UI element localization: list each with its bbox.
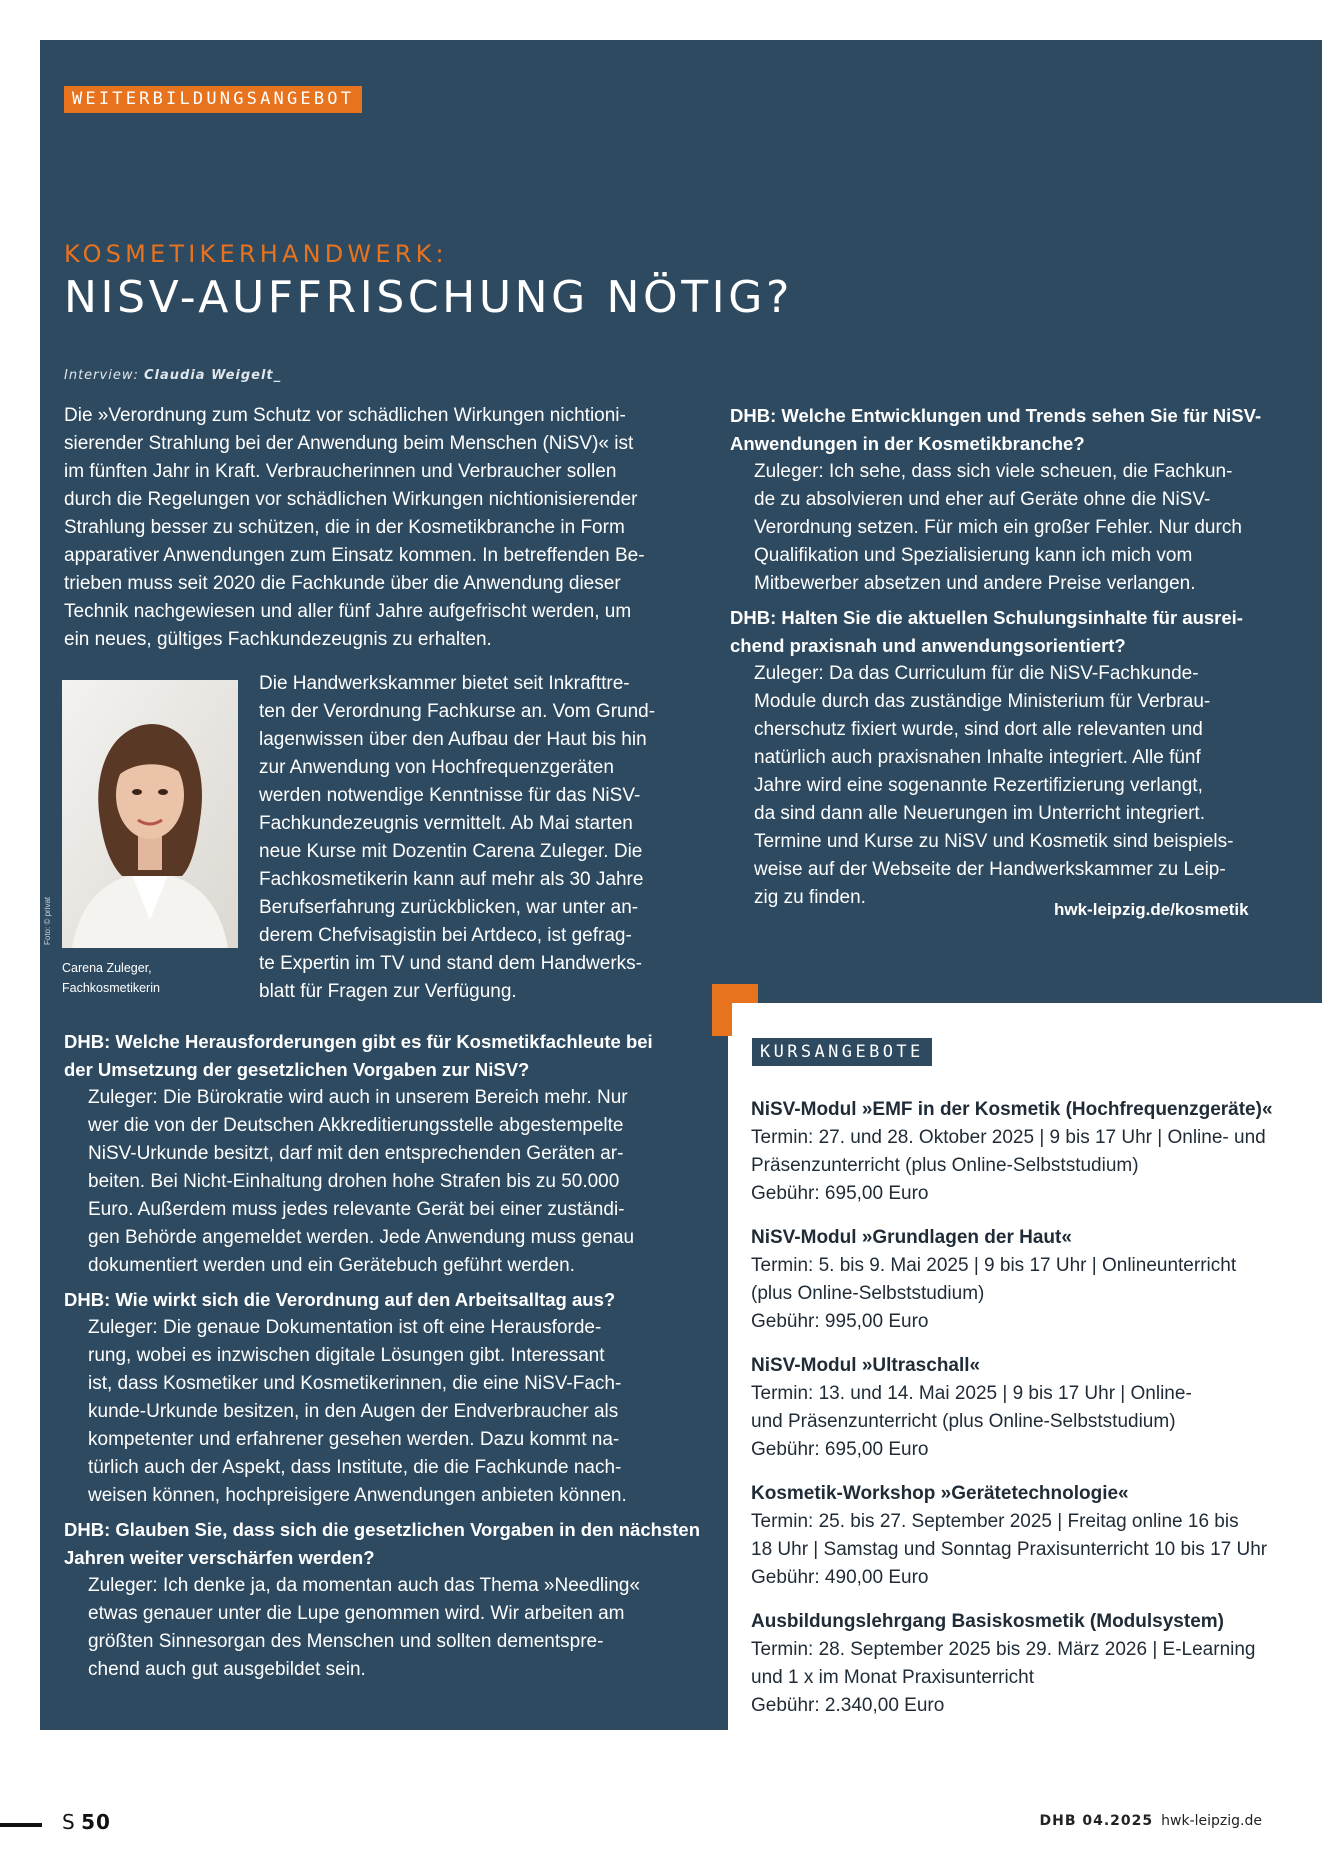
course-detail-line: (plus Online-Selbststudium) <box>751 1283 985 1304</box>
text-line: apparativer Anwendungen zum Einsatz kommen. In betreffenden Be- <box>64 545 645 566</box>
qa-block <box>730 604 1261 912</box>
portrait-photo <box>62 680 238 948</box>
answer-line: Termine und Kurse zu NiSV und Kosmetik sind beispiels- <box>754 831 1234 852</box>
question-line: DHB: Halten Sie die aktuellen Schulungsinhalte für ausrei- <box>730 607 1243 628</box>
answer-line: weisen können, hochpreisigere Anwendungen anbieten können. <box>88 1485 627 1506</box>
article-kicker: KOSMETIKERHANDWERK: <box>64 240 448 268</box>
text-line: zur Anwendung von Hochfrequenzgeräten <box>259 757 614 778</box>
section-tag: WEITERBILDUNGSANGEBOT <box>64 86 362 113</box>
course-detail-line: 18 Uhr | Samstag und Sonntag Praxisunterricht 10 bis 17 Uhr <box>751 1539 1268 1560</box>
issue-label: DHB 04.2025 <box>1039 1813 1154 1829</box>
page-prefix: S <box>62 1810 75 1834</box>
qa-block <box>64 1286 700 1510</box>
photo-caption <box>62 958 160 998</box>
course-item <box>751 1608 1256 1720</box>
answer-line: Mitbewerber absetzen und andere Preise verlangen. <box>754 573 1196 594</box>
portrait-illustration <box>62 680 238 948</box>
answer-line: kompetenter und erfahrener gesehen werden. Dazu kommt na- <box>88 1429 620 1450</box>
footer-site: hwk-leipzig.de <box>1161 1813 1262 1829</box>
course-detail-line: Termin: 25. bis 27. September 2025 | Freitag online 16 bis <box>751 1511 1239 1532</box>
course-title: NiSV-Modul »EMF in der Kosmetik (Hochfrequenzgeräte)« <box>751 1099 1273 1120</box>
answer-line: natürlich auch praxisnahen Inhalte integriert. Alle fünf <box>754 747 1201 768</box>
answer-line: Zuleger: Da das Curriculum für die NiSV-Fachkunde- <box>754 663 1199 684</box>
answer-line: dokumentiert werden und ein Gerätebuch geführt werden. <box>88 1255 575 1276</box>
text-line: ein neues, gültiges Fachkundezeugnis zu erhalten. <box>64 629 492 650</box>
text-line: ten der Verordnung Fachkurse an. Vom Grund- <box>259 701 656 722</box>
answer-line: Qualifikation und Spezialisierung kann ich mich vom <box>754 545 1193 566</box>
course-detail-line: Gebühr: 490,00 Euro <box>751 1567 929 1588</box>
text-line: Technik nachgewiesen und aller fünf Jahre aufgefrischt werden, um <box>64 601 632 622</box>
answer-line: rung, wobei es inzwischen digitale Lösungen gibt. Interessant <box>88 1345 605 1366</box>
answer-line: Zuleger: Die Bürokratie wird auch in unserem Bereich mehr. Nur <box>88 1087 628 1108</box>
answer-line: kunde-Urkunde besitzen, in den Augen der Endverbraucher als <box>88 1401 619 1422</box>
answer-line: Jahre wird eine sogenannte Rezertifizierung verlangt, <box>754 775 1203 796</box>
answer-line: cherschutz fixiert wurde, sind dort alle relevanten und <box>754 719 1203 740</box>
answer-line: Zuleger: Ich denke ja, da momentan auch das Thema »Needling« <box>88 1575 641 1596</box>
text-line: trieben muss seit 2020 die Fachkunde über die Anwendung dieser <box>64 573 621 594</box>
text-line: Die »Verordnung zum Schutz vor schädlichen Wirkungen nichtioni- <box>64 405 626 426</box>
answer-line: zig zu finden. <box>754 887 866 908</box>
course-detail-line: Gebühr: 695,00 Euro <box>751 1439 929 1460</box>
answer-line: türlich auch der Aspekt, dass Institute, die die Fachkunde nach- <box>88 1457 622 1478</box>
question-line: Anwendungen in der Kosmetikbranche? <box>730 433 1085 454</box>
box-tag: KURSANGEBOTE <box>752 1038 932 1066</box>
page-number-value: 50 <box>81 1810 111 1834</box>
course-detail-line: Termin: 27. und 28. Oktober 2025 | 9 bis 17 Uhr | Online- und <box>751 1127 1266 1148</box>
text-line: sierender Strahlung bei der Anwendung beim Menschen (NiSV)« ist <box>64 433 634 454</box>
text-line: Strahlung besser zu schützen, die in der Kosmetikbranche in Form <box>64 517 625 538</box>
answer-line: etwas genauer unter die Lupe genommen wird. Wir arbeiten am <box>88 1603 625 1624</box>
question-line: der Umsetzung der gesetzlichen Vorgaben zur NiSV? <box>64 1059 530 1080</box>
text-line: durch die Regelungen vor schädlichen Wirkungen nichtionisierender <box>64 489 638 510</box>
course-title: NiSV-Modul »Ultraschall« <box>751 1355 981 1376</box>
answer-line: beiten. Bei Nicht-Einhaltung drohen hohe Strafen bis zu 50.000 <box>88 1171 620 1192</box>
course-detail-line: Gebühr: 995,00 Euro <box>751 1311 929 1332</box>
question-line: Jahren weiter verschärfen werden? <box>64 1547 375 1568</box>
answer-line: weise auf der Webseite der Handwerkskammer zu Leip- <box>754 859 1226 880</box>
side-paragraph <box>259 670 655 1006</box>
answer-line: wer die von der Deutschen Akkreditierungsstelle abgestempelte <box>88 1115 624 1136</box>
text-line: te Expertin im TV und stand dem Handwerks- <box>259 953 642 974</box>
course-item <box>751 1096 1273 1208</box>
question-line: chend praxisnah und anwendungsorientiert? <box>730 635 1126 656</box>
answer-line: Zuleger: Die genaue Dokumentation ist oft eine Herausforde- <box>88 1317 602 1338</box>
question-line: DHB: Glauben Sie, dass sich die gesetzlichen Vorgaben in den nächsten <box>64 1519 701 1540</box>
answer-line: ist, dass Kosmetiker und Kosmetikerinnen, die eine NiSV-Fach- <box>88 1373 622 1394</box>
question-line: DHB: Welche Herausforderungen gibt es für Kosmetikfachleute bei <box>64 1031 653 1052</box>
course-detail-line: und 1 x im Monat Praxisunterricht <box>751 1667 1035 1688</box>
course-detail-line: und Präsenzunterricht (plus Online-Selbststudium) <box>751 1411 1176 1432</box>
photo-credit: Foto: © privat <box>43 896 52 945</box>
question-line: DHB: Wie wirkt sich die Verordnung auf den Arbeitsalltag aus? <box>64 1289 616 1310</box>
footer-rule <box>0 1823 42 1827</box>
answer-line: Verordnung setzen. Für mich ein großer Fehler. Nur durch <box>754 517 1242 538</box>
text-line: lagenwissen über den Aufbau der Haut bis hin <box>259 729 647 750</box>
text-line: Fachkundezeugnis vermittelt. Ab Mai starten <box>259 813 633 834</box>
answer-line: Euro. Außerdem muss jedes relevante Gerät bei einer zuständi- <box>88 1199 625 1220</box>
answer-line: NiSV-Urkunde besitzt, darf mit den entsprechenden Geräten ar- <box>88 1143 624 1164</box>
course-item <box>751 1480 1267 1592</box>
right-interview-column <box>730 402 1261 912</box>
article-headline: NISV-AUFFRISCHUNG NÖTIG? <box>64 272 793 323</box>
course-detail-line: Gebühr: 2.340,00 Euro <box>751 1695 945 1716</box>
intro-paragraph <box>64 402 645 654</box>
course-detail-line: Termin: 13. und 14. Mai 2025 | 9 bis 17 Uhr | Online- <box>751 1383 1192 1404</box>
qa-block <box>64 1516 700 1684</box>
course-detail-line: Präsenzunterricht (plus Online-Selbststudium) <box>751 1155 1139 1176</box>
qa-block <box>64 1028 700 1280</box>
answer-line: Zuleger: Ich sehe, dass sich viele scheuen, die Fachkun- <box>754 461 1233 482</box>
page-number <box>62 1810 111 1834</box>
qa-block <box>730 402 1261 598</box>
answer-line: Module durch das zuständige Ministerium für Verbrau- <box>754 691 1211 712</box>
byline <box>64 368 281 383</box>
answer-line: chend auch gut ausgebildet sein. <box>88 1659 366 1680</box>
course-title: Kosmetik-Workshop »Gerätetechnologie« <box>751 1483 1129 1504</box>
text-line: Berufserfahrung zurückblicken, war unter an- <box>259 897 639 918</box>
byline-author: Claudia Weigelt_ <box>143 368 282 383</box>
course-item <box>751 1224 1236 1336</box>
text-line: neue Kurse mit Dozentin Carena Zuleger. Die <box>259 841 643 862</box>
text-line: blatt für Fragen zur Verfügung. <box>259 981 517 1002</box>
text-line: derem Chefvisagistin bei Artdeco, ist gefrag- <box>259 925 632 946</box>
text-line: im fünften Jahr in Kraft. Verbraucherinnen und Verbraucher sollen <box>64 461 617 482</box>
issue-info <box>1040 1813 1263 1829</box>
caption-line: Carena Zuleger, <box>62 961 152 975</box>
caption-line: Fachkosmetikerin <box>62 981 160 995</box>
byline-prefix: Interview: <box>64 368 139 383</box>
course-title: NiSV-Modul »Grundlagen der Haut« <box>751 1227 1072 1248</box>
course-title: Ausbildungslehrgang Basiskosmetik (Modulsystem) <box>751 1611 1224 1632</box>
question-line: DHB: Welche Entwicklungen und Trends sehen Sie für NiSV- <box>730 405 1262 426</box>
answer-line: da sind dann alle Neuerungen im Unterricht integriert. <box>754 803 1205 824</box>
course-detail-line: Termin: 5. bis 9. Mai 2025 | 9 bis 17 Uhr | Onlineunterricht <box>751 1255 1237 1276</box>
course-detail-line: Termin: 28. September 2025 bis 29. März 2026 | E-Learning <box>751 1639 1256 1660</box>
text-line: Die Handwerkskammer bietet seit Inkrafttre- <box>259 673 630 694</box>
course-item <box>751 1352 1192 1464</box>
answer-line: größten Sinnesorgan des Menschen und sollten dementspre- <box>88 1631 604 1652</box>
text-line: werden notwendige Kenntnisse für das NiSV- <box>259 785 641 806</box>
left-interview-column <box>64 1028 700 1684</box>
answer-line: gen Behörde angemeldet werden. Jede Anwendung muss genau <box>88 1227 635 1248</box>
text-line: Fachkosmetikerin kann auf mehr als 30 Jahre <box>259 869 644 890</box>
course-detail-line: Gebühr: 695,00 Euro <box>751 1183 929 1204</box>
source-link[interactable]: hwk-leipzig.de/kosmetik <box>1054 900 1249 919</box>
answer-line: de zu absolvieren und eher auf Geräte ohne die NiSV- <box>754 489 1211 510</box>
